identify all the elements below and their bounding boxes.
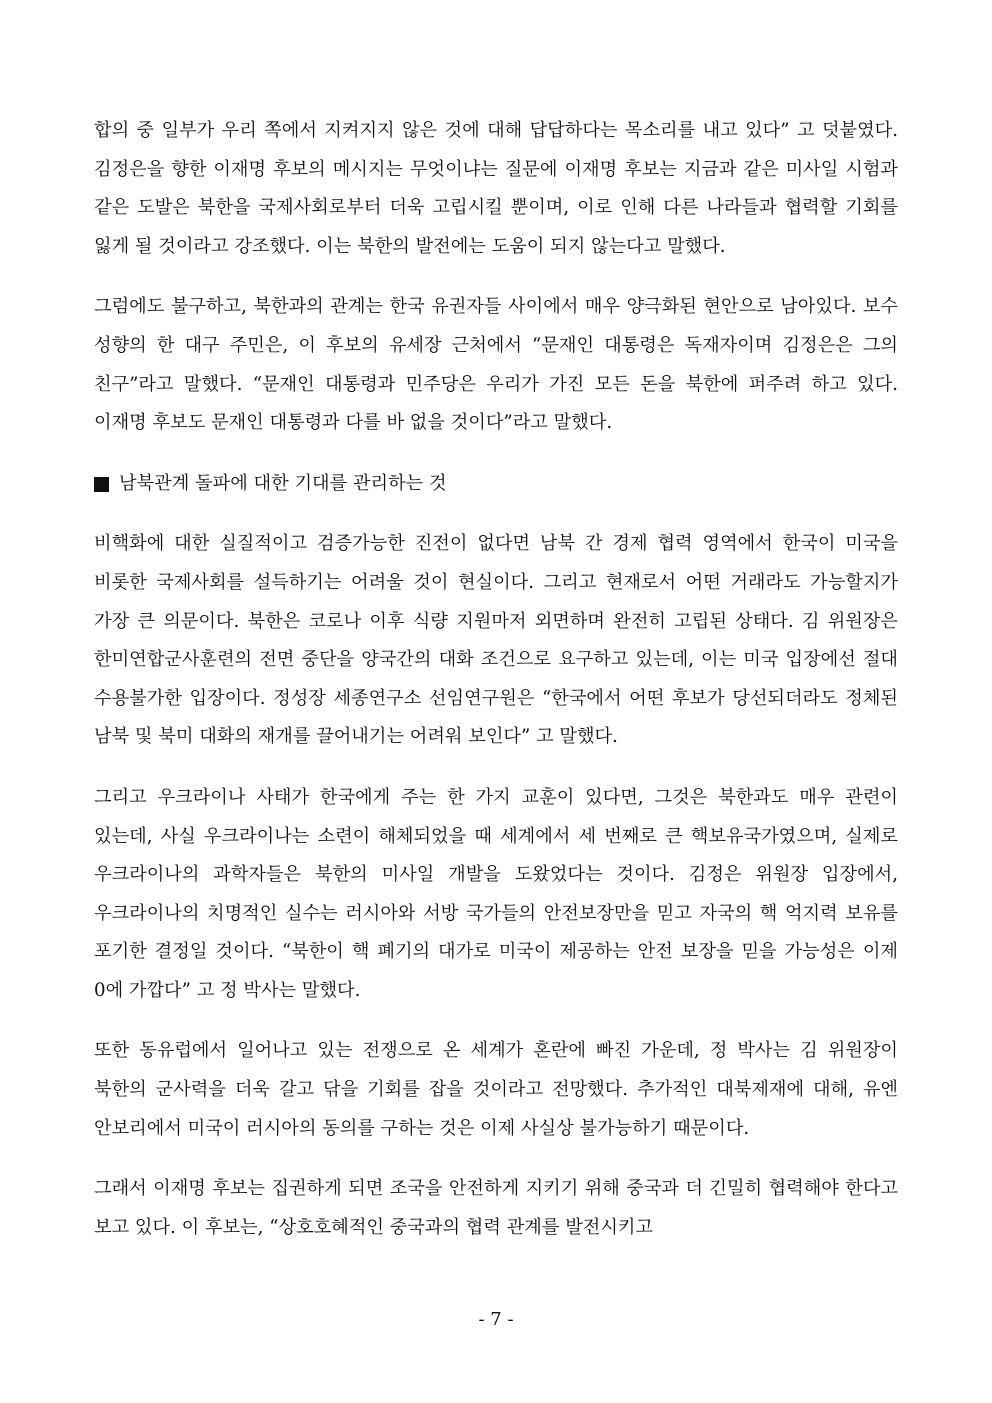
paragraph: 그리고 우크라이나 사태가 한국에게 주는 한 가지 교훈이 있다면, 그것은 북한과도 매우 관련이 있는데, 사실 우크라이나는 소련이 해체되었을 때 세계에서 세 번째로 큰 핵보유국가였으며, 실제로 우크라이나의 과학자들은 북한의 미사일 개발을 도왔었다는 것이다. 김정은 위원장 입장에서, 우크라이나의 치명적인 실수는 러시아와 서방 국가들의 안전보장만을 믿고 자국의 핵 억지력 보유를 포기한 결정일 것이다. “북한이 핵 폐기의 대가로 미국이 제공하는 안전 보장을 믿을 가능성은 이제 0에 가깝다” 고 정 박사는 말했다. bbox=[94, 786, 898, 1001]
paragraph: 합의 중 일부가 우리 쪽에서 지켜지지 않은 것에 대해 답답하다는 목소리를 내고 있다” 고 덧붙였다. 김정은을 향한 이재명 후보의 메시지는 무엇이냐는 질문에 이재명 후보는 지금과 같은 미사일 시험과 같은 도발은 북한을 국제사회로부터 더욱 고립시킬 뿐이며, 이로 인해 다른 나라들과 협력할 기회를 잃게 될 것이라고 강조했다. 이는 북한의 발전에는 도움이 되지 않는다고 말했다. bbox=[94, 120, 898, 257]
black-square-icon bbox=[94, 477, 109, 492]
section-heading bbox=[94, 465, 898, 504]
page-number: - 7 - bbox=[478, 1309, 514, 1330]
paragraph: 비핵화에 대한 실질적이고 검증가능한 진전이 없다면 남북 간 경제 협력 영역에서 한국이 미국을 비롯한 국제사회를 설득하기는 어려울 것이 현실이다. 그리고 현재로서 어떤 거래라도 가능할지가 가장 큰 의문이다. 북한은 코로나 이후 식량 지원마저 외면하며 완전히 고립된 상태다. 김 위원장은 한미연합군사훈련의 전면 중단을 양국간의 대화 조건으로 요구하고 있는데, 이는 미국 입장에선 절대 수용불가한 입장이다. 정성장 세종연구소 선임연구원은 “한국에서 어떤 후보가 당선되더라도 정체된 남북 및 북미 대화의 재개를 끌어내기는 어려워 보인다” 고 말했다. bbox=[94, 533, 898, 748]
paragraph: 그럼에도 불구하고, 북한과의 관계는 한국 유권자들 사이에서 매우 양극화된 현안으로 남아있다. 보수 성향의 한 대구 주민은, 이 후보의 유세장 근처에서 “문재인 대통령은 독재자이며 김정은은 그의 친구”라고 말했다. “문재인 대통령과 민주당은 우리가 가진 모든 돈을 북한에 퍼주려 하고 있다. 이재명 후보도 문재인 대통령과 다를 바 없을 것이다”라고 말했다. bbox=[94, 296, 898, 434]
document-body bbox=[94, 112, 898, 1269]
paragraph: 그래서 이재명 후보는 집권하게 되면 조국을 안전하게 지키기 위해 중국과 더 긴밀히 협력해야 한다고 보고 있다. 이 후보는, “상호호혜적인 중국과의 협력 관계를 발전시키고 bbox=[94, 1178, 898, 1238]
paragraph: 또한 동유럽에서 일어나고 있는 전쟁으로 온 세계가 혼란에 빠진 가운데, 정 박사는 김 위원장이 북한의 군사력을 더욱 갈고 닦을 기회를 잡을 것이라고 전망했다. 추가적인 대북제재에 대해, 유엔 안보리에서 미국이 러시아의 동의를 구하는 것은 이제 사실상 불가능하기 때문이다. bbox=[94, 1040, 898, 1139]
section-heading-text: 남북관계 돌파에 대한 기대를 관리하는 것 bbox=[119, 472, 447, 494]
